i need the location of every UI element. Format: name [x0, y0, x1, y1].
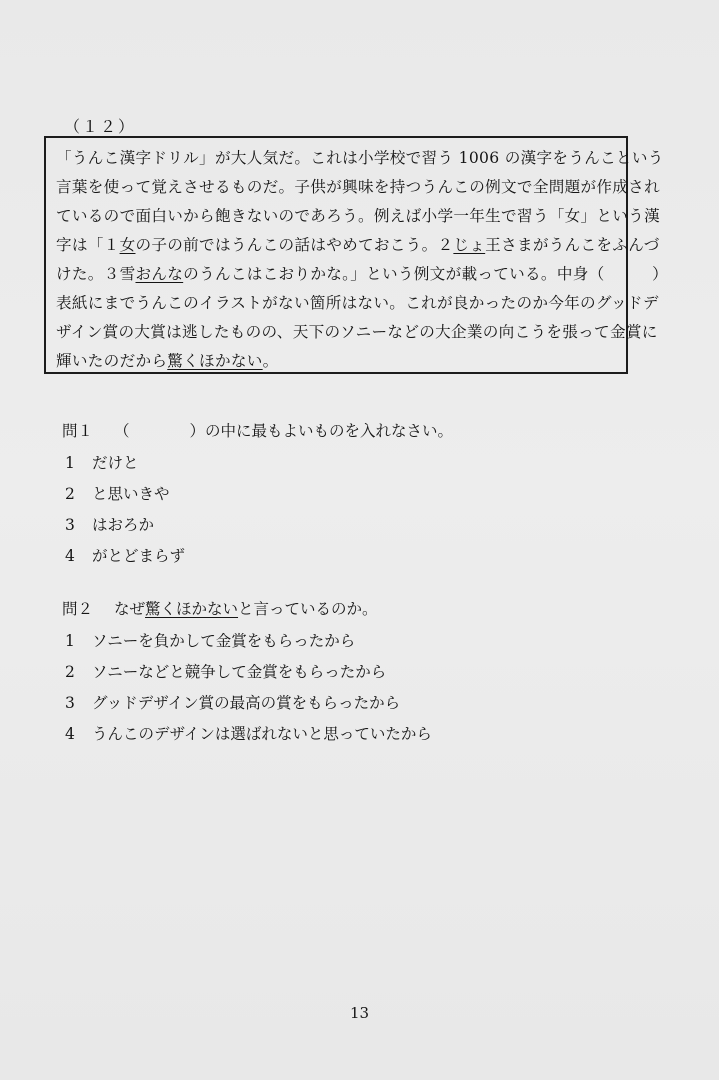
underlined-word: おんな: [135, 265, 184, 283]
choice-number: 4: [65, 725, 75, 743]
choice-item[interactable]: [62, 479, 453, 510]
passage-text-segment: のうんこはこおりかな。」という例文が載っている。中身（ ）: [183, 265, 669, 283]
choice-item[interactable]: [62, 626, 432, 657]
question-2: [62, 596, 432, 750]
underlined-phrase: 驚くほかない: [145, 600, 239, 618]
choice-text: ソニーなどと競争して金賞をもらったから: [92, 663, 387, 681]
choice-item[interactable]: [62, 541, 453, 572]
open-paren: （: [114, 422, 130, 440]
question-label: 問１: [62, 422, 94, 440]
underlined-word: じょ: [453, 236, 486, 254]
page-number: 13: [349, 1004, 370, 1022]
choice-text: うんこのデザインは選ばれないと思っていたから: [92, 725, 432, 743]
choice-number: 1: [65, 454, 75, 472]
choice-text: グッドデザイン賞の最高の賞をもらったから: [92, 694, 401, 712]
choice-number: 2: [65, 485, 75, 503]
passage-line: 「うんこ漢字ドリル」が大人気だ。これは小学校で習う 1006 の漢字をうんこという: [56, 149, 664, 167]
passage-line-text: 輝いたのだから: [56, 352, 168, 370]
choice-text: だけと: [92, 454, 139, 472]
passage-line-end: 。: [262, 352, 279, 370]
underlined-word: 女: [119, 236, 136, 254]
passage-line: 表紙にまでうんこのイラストがない箇所はない。これが良かったのか今年のグッドデ: [56, 294, 659, 312]
question-prefix: なぜ: [114, 600, 146, 618]
choice-number: 3: [65, 516, 75, 534]
reading-passage-box: [44, 136, 669, 374]
passage-text-segment: の子の前ではうんこの話はやめておこう。２: [135, 236, 454, 254]
question-suffix: と言っているのか。: [238, 600, 378, 618]
question-1: [62, 418, 453, 572]
passage-text-segment: 王さまがうんこをふんづ: [485, 236, 660, 254]
choice-item[interactable]: [62, 719, 432, 750]
choice-number: 4: [65, 547, 75, 565]
section-number: （１２）: [64, 117, 137, 136]
choice-item[interactable]: [62, 657, 432, 688]
passage-line: ザイン賞の大賞は逃したものの、天下のソニーなどの大企業の向こうを張って金賞に: [56, 323, 658, 341]
question-1-title: [62, 418, 453, 444]
passage-line: ているので面白いから飽きないのであろう。例えば小学一年生で習う「女」という漢: [56, 207, 660, 225]
choice-text: がとどまらず: [92, 547, 186, 565]
question-label: 問２: [62, 600, 94, 618]
passage-line: 言葉を使って覚えさせるものだ。子供が興味を持つうんこの例文で全問題が作成され: [56, 178, 660, 196]
choice-text: はおろか: [92, 516, 155, 534]
question-2-title: [62, 596, 432, 622]
passage-text-segment: けた。３雪: [56, 265, 136, 283]
choice-item[interactable]: [62, 448, 453, 479]
close-paren: ）: [189, 422, 206, 440]
passage-line: [56, 231, 660, 260]
choice-item[interactable]: [62, 510, 453, 541]
choice-number: 2: [65, 663, 75, 681]
choice-item[interactable]: [62, 688, 432, 719]
passage-text-segment: 字は「１: [56, 236, 120, 254]
choice-text: ソニーを負かして金賞をもらったから: [92, 632, 356, 650]
question-prompt: の中に最もよいものを入れなさい。: [205, 422, 454, 440]
passage-line: [56, 260, 669, 289]
choice-number: 1: [65, 632, 75, 650]
passage-line-last: [56, 347, 618, 376]
underlined-phrase: 驚くほかない: [167, 352, 263, 370]
choice-number: 3: [65, 694, 75, 712]
choice-text: と思いきや: [92, 485, 170, 503]
